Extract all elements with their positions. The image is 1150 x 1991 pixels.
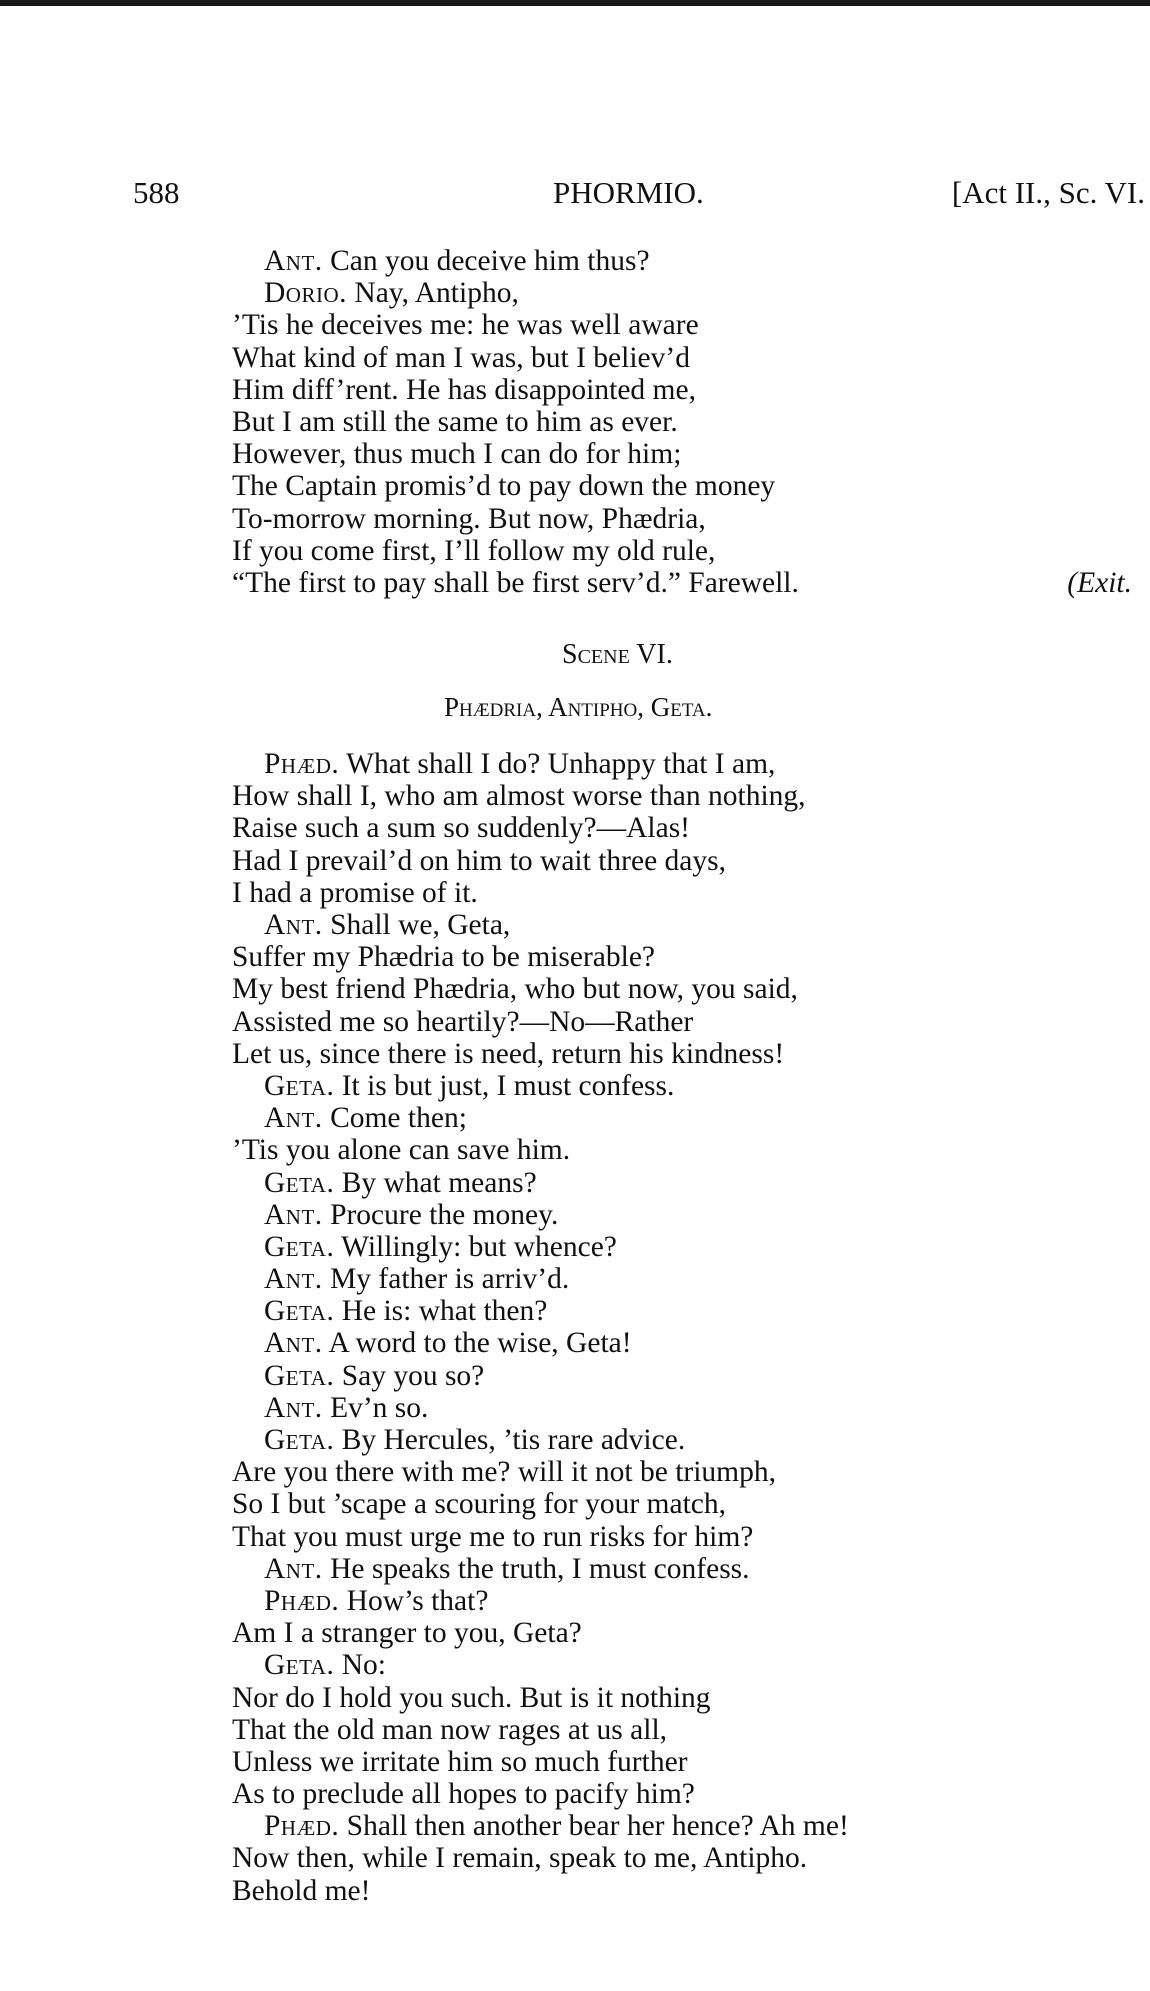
line-text: Procure the money. <box>330 1198 559 1231</box>
speaker-name: Geta. <box>264 1649 335 1682</box>
line-text: Nor do I hold you such. But is it nothing <box>232 1681 711 1714</box>
line-text: I had a promise of it. <box>232 876 478 909</box>
verse-line <box>232 1617 1132 1649</box>
verse-line <box>232 1746 1132 1778</box>
speaker-name: Ant. <box>264 245 323 277</box>
stage-direction: (Exit. <box>1067 566 1132 599</box>
running-header <box>133 175 1145 219</box>
verse-line <box>232 1424 1132 1456</box>
line-text: Let us, since there is need, return his kindness! <box>232 1037 785 1070</box>
verse-line <box>232 1714 1132 1746</box>
verse-line <box>232 973 1132 1005</box>
line-text: ’Tis you alone can save him. <box>232 1134 571 1167</box>
verse-line <box>232 1810 1132 1842</box>
line-text: How shall I, who am almost worse than nothing, <box>232 780 806 813</box>
line-text: Now then, while I remain, speak to me, Antipho. <box>232 1842 808 1875</box>
scene-characters: Phædria, Antipho, Geta. <box>444 692 713 723</box>
line-text: However, thus much I can do for him; <box>232 438 682 471</box>
verse-line <box>232 438 1132 470</box>
line-text: Raise such a sum so suddenly?—Alas! <box>232 812 690 845</box>
speaker-name: Phæd. <box>264 1810 340 1843</box>
speaker-name: Ant. <box>264 1198 323 1231</box>
speaker-name: Geta. <box>264 1295 335 1328</box>
line-text: That you must urge me to run risks for him? <box>232 1520 754 1553</box>
speaker-name: Dorio. <box>264 277 348 310</box>
verse-line <box>232 406 1132 438</box>
line-text: As to preclude all hopes to pacify him? <box>232 1778 695 1811</box>
act-scene-reference: [Act II., Sc. VI. <box>951 175 1145 210</box>
line-text: He is: what then? <box>341 1295 548 1328</box>
line-text: “The first to pay shall be first serv’d.” Farewell. <box>232 566 799 599</box>
verse-line <box>232 1553 1132 1585</box>
line-text: Can you deceive him thus? <box>330 245 650 277</box>
line-text: My father is arriv’d. <box>330 1263 570 1296</box>
line-text: How’s that? <box>346 1584 489 1617</box>
verse-line <box>232 877 1132 909</box>
line-text: Ev’n so. <box>330 1391 429 1424</box>
verse-line <box>232 1006 1132 1038</box>
verse-line <box>232 1521 1132 1553</box>
line-text: Say you so? <box>341 1359 485 1392</box>
verse-line <box>232 1327 1132 1359</box>
verse-line <box>232 1778 1132 1810</box>
verse-line <box>232 1070 1132 1102</box>
speaker-name: Ant. <box>264 909 323 941</box>
verse-line <box>232 812 1132 844</box>
verse-line <box>232 1038 1132 1070</box>
verse-line <box>232 277 1132 309</box>
verse-line <box>232 780 1132 812</box>
verse-line <box>232 309 1132 341</box>
speaker-name: Ant. <box>264 1552 323 1585</box>
verse-line <box>232 1456 1132 1488</box>
verse-line <box>232 1167 1132 1199</box>
verse-line <box>232 535 1132 567</box>
verse-line <box>232 1263 1132 1295</box>
verse-line <box>232 1392 1132 1424</box>
line-text: Are you there with me? will it not be triumph, <box>232 1456 776 1489</box>
speaker-name: Geta. <box>264 1424 335 1456</box>
line-text: If you come first, I’ll follow my old rule, <box>232 534 716 567</box>
line-text: But I am still the same to him as ever. <box>232 405 678 438</box>
running-title: PHORMIO. <box>553 175 704 210</box>
verse-line <box>232 567 1132 599</box>
line-text: Him diff’rent. He has disappointed me, <box>232 373 696 406</box>
line-text: Shall we, Geta, <box>330 909 511 941</box>
verse-line <box>232 1134 1132 1166</box>
line-text: Shall then another bear her hence? Ah me! <box>346 1810 849 1843</box>
verse-line <box>232 1842 1132 1874</box>
line-text: The Captain promis’d to pay down the money <box>232 470 776 503</box>
verse-line <box>232 748 1132 780</box>
verse-line <box>232 1649 1132 1681</box>
line-text: What shall I do? Unhappy that I am, <box>346 748 776 781</box>
speaker-name: Geta. <box>264 1069 335 1102</box>
speaker-name: Ant. <box>264 1102 323 1135</box>
page-number: 588 <box>133 175 180 210</box>
verse-line <box>232 503 1132 535</box>
line-text: Suffer my Phædria to be miserable? <box>232 941 656 974</box>
line-text: What kind of man I was, but I believ’d <box>232 341 690 374</box>
line-text: He speaks the truth, I must confess. <box>330 1552 750 1585</box>
speaker-name: Geta. <box>264 1166 335 1199</box>
verse-line <box>232 941 1132 973</box>
line-text: That the old man now rages at us all, <box>232 1713 668 1746</box>
verse-line <box>232 1199 1132 1231</box>
verse-line <box>232 1488 1132 1520</box>
verse-line <box>232 1360 1132 1392</box>
dialogue-before-scene <box>232 245 1132 599</box>
line-text: Willingly: but whence? <box>341 1230 617 1263</box>
line-text: Unless we irritate him so much further <box>232 1745 688 1778</box>
line-text: Assisted me so heartily?—No—Rather <box>232 1005 694 1038</box>
verse-line <box>232 342 1132 374</box>
speaker-name: Phæd. <box>264 1584 340 1617</box>
verse-line <box>232 374 1132 406</box>
line-text: Nay, Antipho, <box>354 277 519 310</box>
verse-line <box>232 245 1132 277</box>
verse-line <box>232 1102 1132 1134</box>
line-text: Come then; <box>330 1102 467 1135</box>
verse-line <box>232 1682 1132 1714</box>
line-text: A word to the wise, Geta! <box>328 1327 632 1360</box>
verse-line <box>232 1231 1132 1263</box>
top-border-rule <box>0 0 1150 6</box>
line-text: ’Tis he deceives me: he was well aware <box>232 309 699 342</box>
speaker-name: Phæd. <box>264 748 340 781</box>
speaker-name: Ant. <box>264 1391 323 1424</box>
line-text: Am I a stranger to you, Geta? <box>232 1617 582 1650</box>
verse-line <box>232 1585 1132 1617</box>
line-text: To-morrow morning. But now, Phædria, <box>232 502 706 535</box>
line-text: No: <box>341 1649 386 1682</box>
verse-line <box>232 1295 1132 1327</box>
speaker-name: Geta. <box>264 1359 335 1392</box>
speaker-name: Geta. <box>264 1230 335 1263</box>
line-text: By Hercules, ’tis rare advice. <box>341 1424 686 1456</box>
line-text: My best friend Phædria, who but now, you said, <box>232 973 798 1006</box>
verse-line <box>232 1875 1132 1907</box>
verse-line <box>232 845 1132 877</box>
play-text <box>232 245 1132 1907</box>
scene-heading: Scene VI. <box>562 639 673 671</box>
dialogue-scene-six <box>232 748 1132 1907</box>
line-text: It is but just, I must confess. <box>341 1069 675 1102</box>
speaker-name: Ant. <box>264 1263 323 1296</box>
speaker-name: Ant. <box>264 1327 323 1360</box>
line-text: By what means? <box>341 1166 537 1199</box>
verse-line <box>232 909 1132 941</box>
line-text: So I but ’scape a scouring for your match, <box>232 1488 726 1521</box>
line-text: Had I prevail’d on him to wait three days, <box>232 844 726 877</box>
verse-line <box>232 470 1132 502</box>
line-text: Behold me! <box>232 1874 371 1907</box>
